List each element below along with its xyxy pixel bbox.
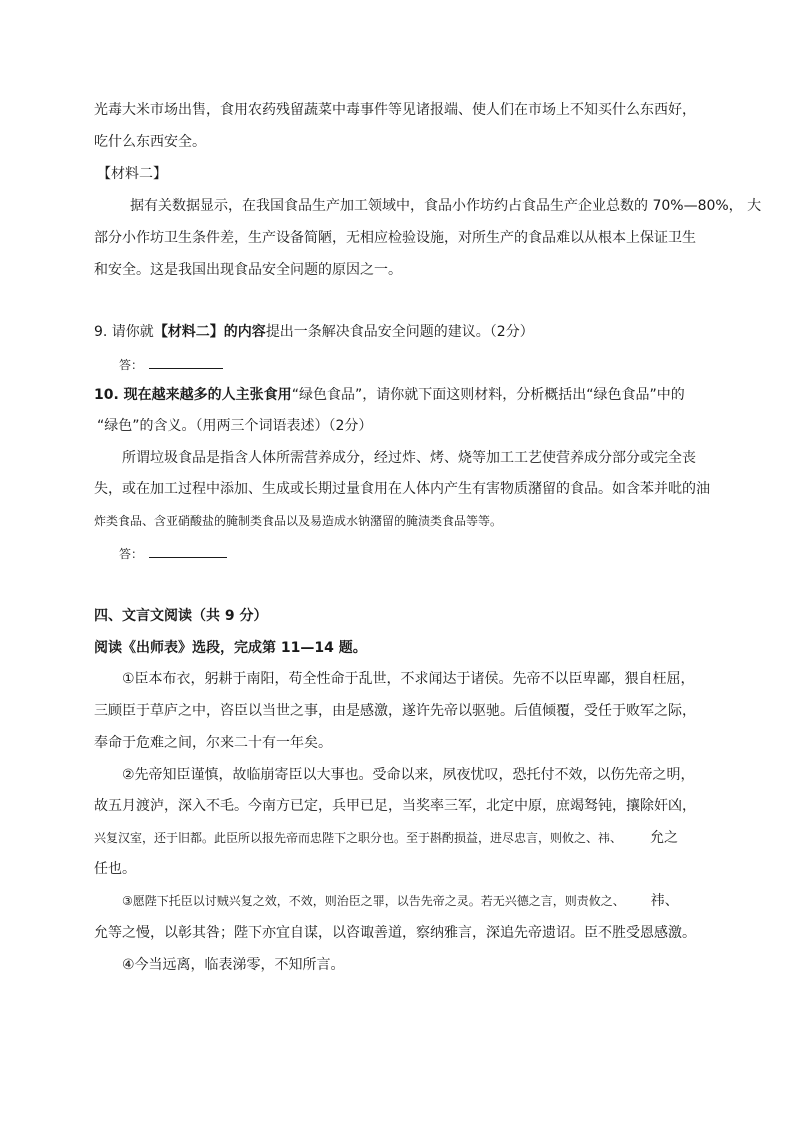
material2-line3: 和安全。这是我国出现食品安全问题的原因之一。 (94, 262, 402, 278)
question-9-suffix: 提出一条解决食品安全问题的建议。（2分） (265, 324, 534, 340)
passage-p2-line2: 故五月渡泸，深入不毛。今南方已定，兵甲已足，当奖率三军，北定中原，庶竭驽钝，攘除奸凶， (94, 798, 696, 814)
answer-label: 答： (119, 547, 144, 561)
question-10-answer (119, 543, 227, 564)
question-10-passage3: 炸类食品、含亚硝酸盐的腌制类食品以及易造成水钠潴留的腌渍类食品等等。 (94, 514, 503, 528)
passage-p2-line3-a: 兴复汉室，还于旧都。此臣所以报先帝而忠陛下之职分也。至于斟酌损益，进尽忠言，则攸之、祎、 (94, 831, 623, 845)
question-10-passage2: 失，或在加工过程中添加、生成或长期过量食用在人体内产生有害物质潴留的食品。如含苯并吡的油 (94, 481, 710, 497)
passage-p3-line1-a: ③愿陛下托臣以讨贼兴复之效，不效，则治臣之罪，以告先帝之灵。若无兴德之言，则责攸之、 (122, 894, 625, 908)
material2-heading: 【材料二】 (97, 166, 167, 182)
passage-p4-line1: ④今当远离，临表涕零，不知所言。 (122, 957, 345, 973)
question-9-prefix: 9. 请你就 (94, 324, 154, 340)
material2-line1: 据有关数据显示，在我国食品生产加工领域中，食品小作坊约占食品生产企业总数的 70%—80%， 大 (130, 198, 762, 214)
passage-p3-line1-b: 祎、 (650, 893, 679, 909)
question-9-bold: 【材料二】的内容 (153, 324, 266, 340)
passage-p1-line2: 三顾臣于草庐之中，咨臣以当世之事，由是感激，遂许先帝以驱驰。后值倾覆，受任于败军之际， (94, 703, 696, 719)
passage-p1-line1: ①臣本布衣，躬耕于南阳，苟全性命于乱世，不求闻达于诸侯。先帝不以臣卑鄙，猥自枉屈， (122, 671, 695, 687)
passage-p3-line2: 允等之慢，以彰其咎；陛下亦宜自谋，以咨诹善道，察纳雅言，深追先帝遗诏。臣不胜受恩感激。 (94, 925, 696, 941)
passage-p2-line1: ②先帝知臣谨慎，故临崩寄臣以大事也。受命以来，夙夜忧叹，恐托付不效，以伤先帝之明， (122, 767, 695, 783)
passage-p1-line3: 奉命于危难之间，尔来二十有一年矣。 (94, 735, 332, 751)
answer-blank[interactable] (149, 354, 223, 369)
question-10-line1: “绿色食品”，请你就下面这则材料，分析概括出“绿色食品”中的 (291, 387, 685, 403)
material2-line2: 部分小作坊卫生条件差，生产设备简陋，无相应检验设施，对所生产的食品难以从根本上保证卫生 (94, 230, 696, 246)
passage-p2-line4: 任也。 (94, 861, 136, 877)
section-4-instruction: 阅读《出师表》选段，完成第 11—14 题。 (94, 640, 367, 656)
question-10 (94, 385, 685, 405)
question-9 (94, 322, 534, 342)
passage-p2-line3-b: 允之 (650, 830, 679, 846)
question-10-line2: “绿色”的含义。（用两三个词语表述）（2分） (97, 418, 373, 434)
answer-blank[interactable] (149, 543, 227, 558)
material1-line1: 光毒大米市场出售，食用农药残留蔬菜中毒事件等见诸报端、使人们在市场上不知买什么东西好， (94, 102, 696, 118)
question-10-passage1: 所谓垃圾食品是指含人体所需营养成分，经过炸、烤、烧等加工工艺使营养成分部分或完全丧 (122, 450, 696, 466)
answer-label: 答： (119, 358, 144, 372)
section-4-title: 四、文言文阅读（共 9 分） (94, 608, 268, 624)
material1-line2: 吃什么东西安全。 (94, 134, 206, 150)
question-9-answer (119, 354, 223, 375)
passage-p3-line1 (122, 891, 679, 911)
question-10-bold: 10. 现在越来越多的人主张食用 (94, 387, 292, 403)
passage-p2-line3 (94, 828, 678, 848)
